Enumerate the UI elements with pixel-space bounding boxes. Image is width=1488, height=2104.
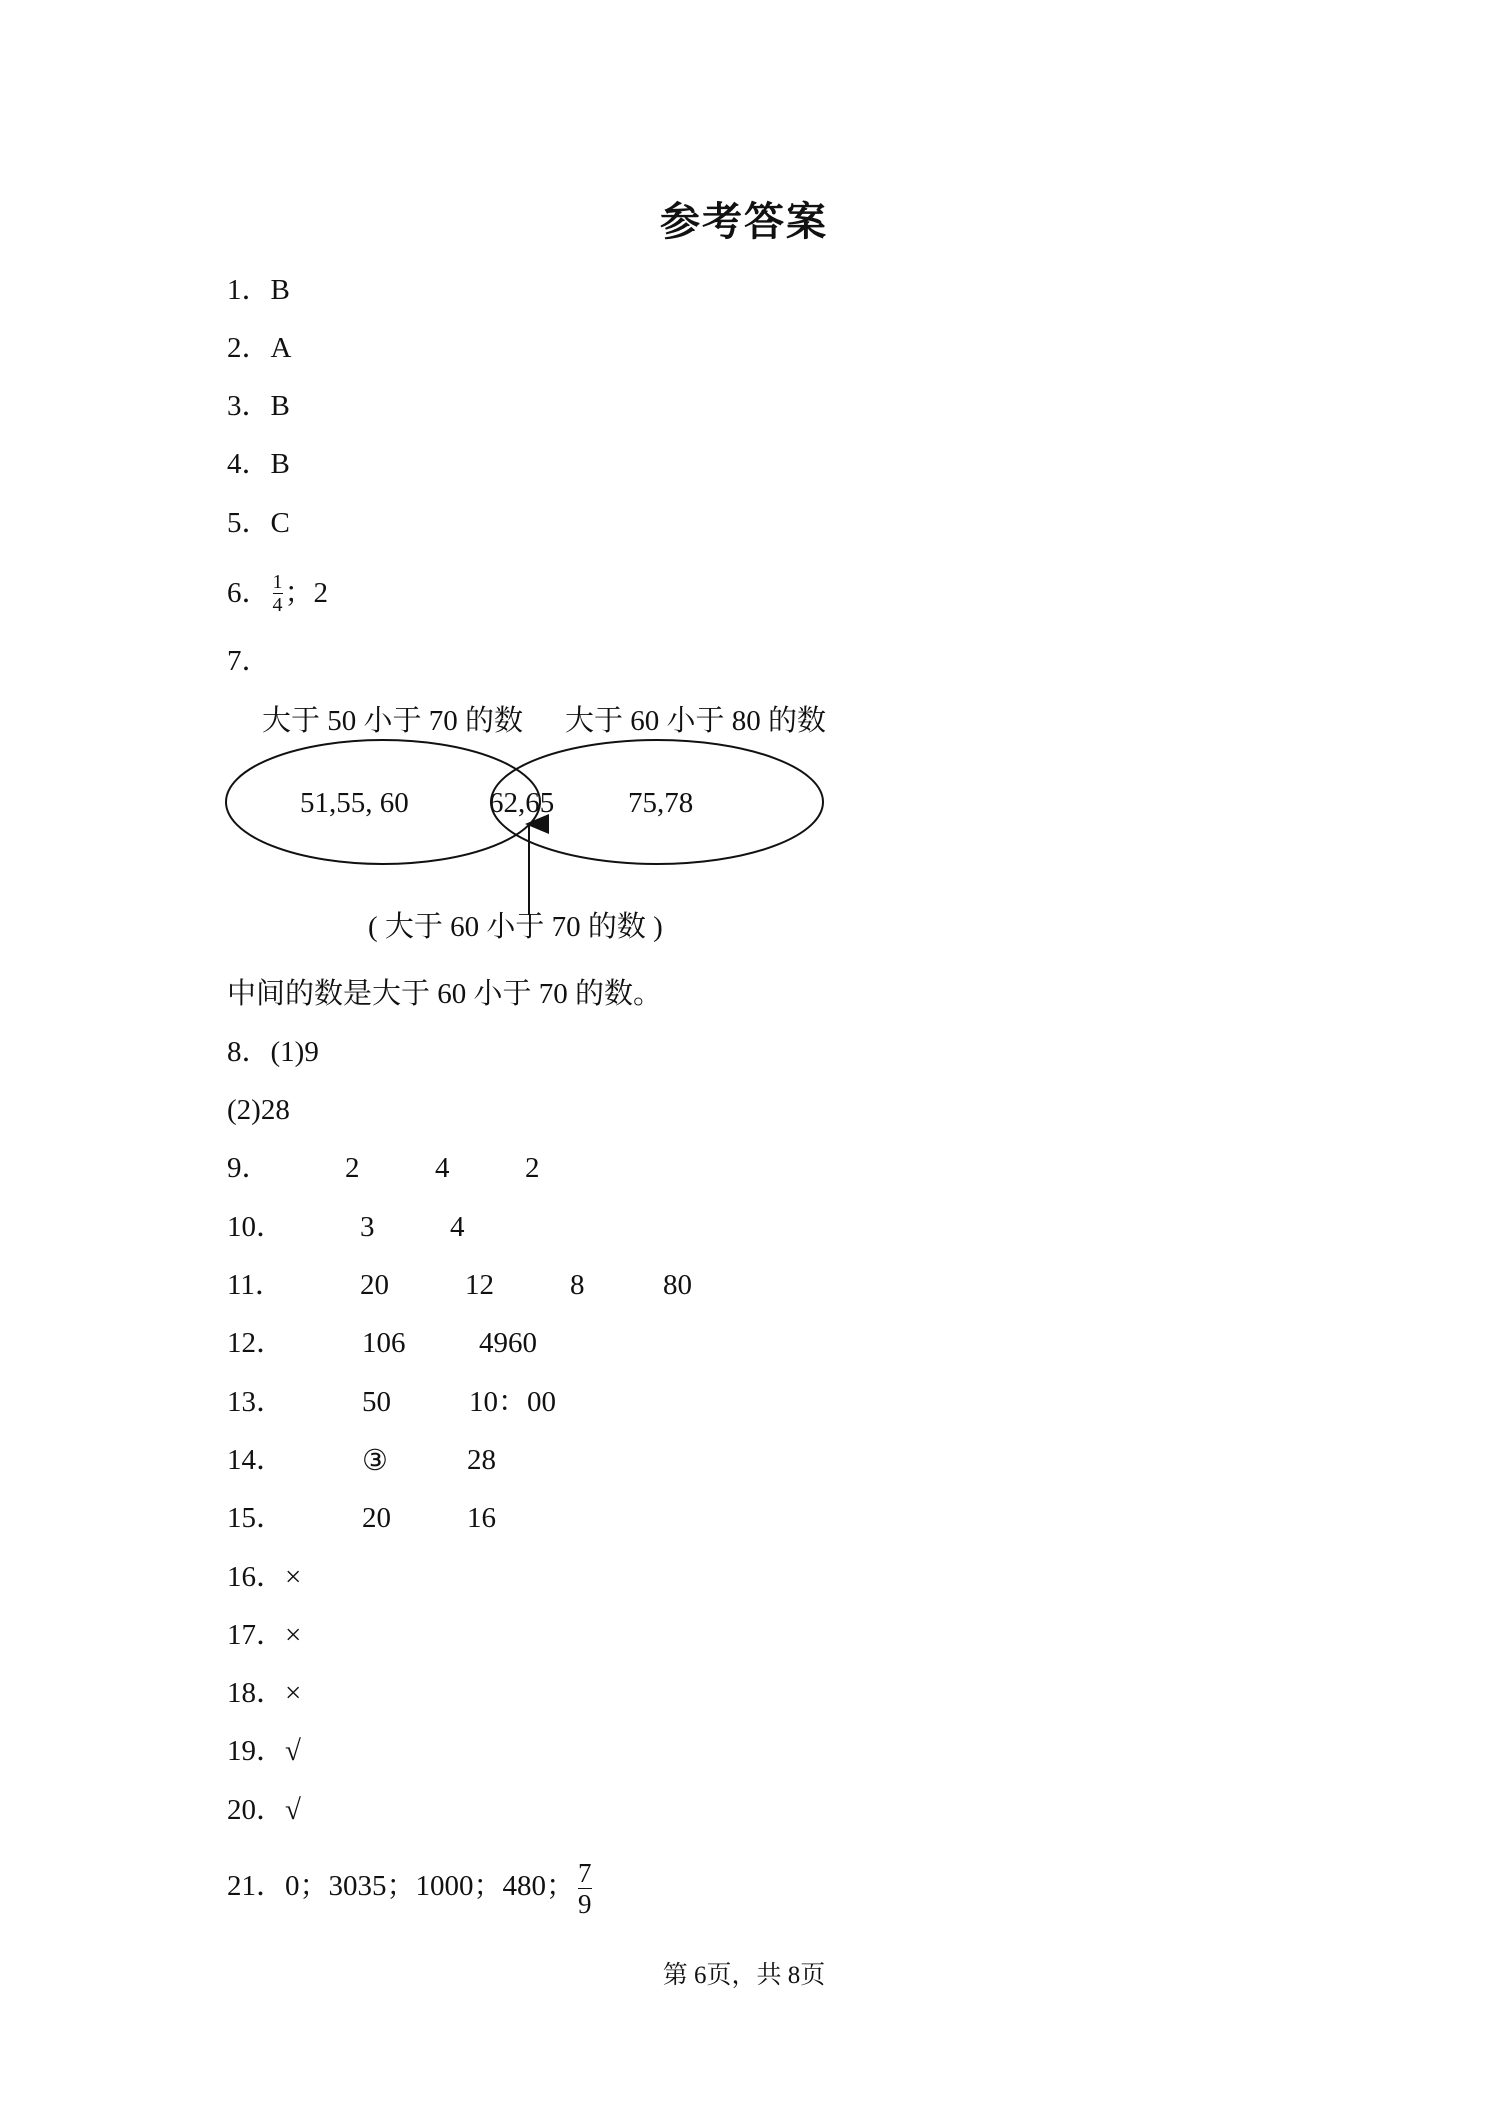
answer-17: 17．× [227,1619,302,1651]
answer-14: 14． ③ 28 [227,1443,496,1477]
answer-5: 5．C [227,507,290,539]
answer-16: 16．× [227,1561,302,1593]
answer-13: 13． 50 10：00 [227,1386,557,1418]
answer-1: 1．B [227,274,290,306]
venn-bottom-label: ( 大于 60 小于 70 的数 ) [368,911,663,943]
venn-left-label: 大于 50 小于 70 的数 [262,705,524,737]
page-footer: 第 6页，共 8页 [662,1962,826,1989]
answer-7-note: 中间的数是大于 60 小于 70 的数。 [227,978,663,1010]
answer-20: 20．√ [227,1794,301,1826]
answer-3: 3．B [227,390,290,422]
venn-middle-values: 62,65 [489,787,555,819]
answer-7: 7． [227,645,271,677]
answer-11: 11． 20 12 8 80 [227,1269,692,1301]
answer-6: 6． $\frac{1}{4}$ ；2 [227,571,329,616]
answer-2: 2．A [227,332,292,364]
answer-9: 9． 2 4 2 [227,1152,540,1184]
answer-19: 19．√ [227,1735,301,1767]
page-title: 参考答案 [660,199,828,245]
venn-left-values: 51,55, 60 [300,787,409,819]
answer-18: 18．× [227,1677,302,1709]
answer-21: 21．0；3035；1000；480； $\frac{7}{9}$ [227,1858,595,1919]
venn-diagram [200,680,900,980]
answer-8-part2: (2)28 [227,1094,290,1126]
answer-8-part1: 8．(1)9 [227,1036,319,1068]
venn-right-label: 大于 60 小于 80 的数 [565,705,827,737]
answer-15: 15． 20 16 [227,1502,496,1534]
answer-12: 12． 106 4960 [227,1327,537,1359]
answer-10: 10． 3 4 [227,1211,465,1243]
fraction: $\frac{7}{9}$ [578,1858,592,1919]
venn-right-values: 75,78 [628,787,694,819]
answer-4: 4．B [227,448,290,480]
fraction: $\frac{1}{4}$ [272,571,283,616]
